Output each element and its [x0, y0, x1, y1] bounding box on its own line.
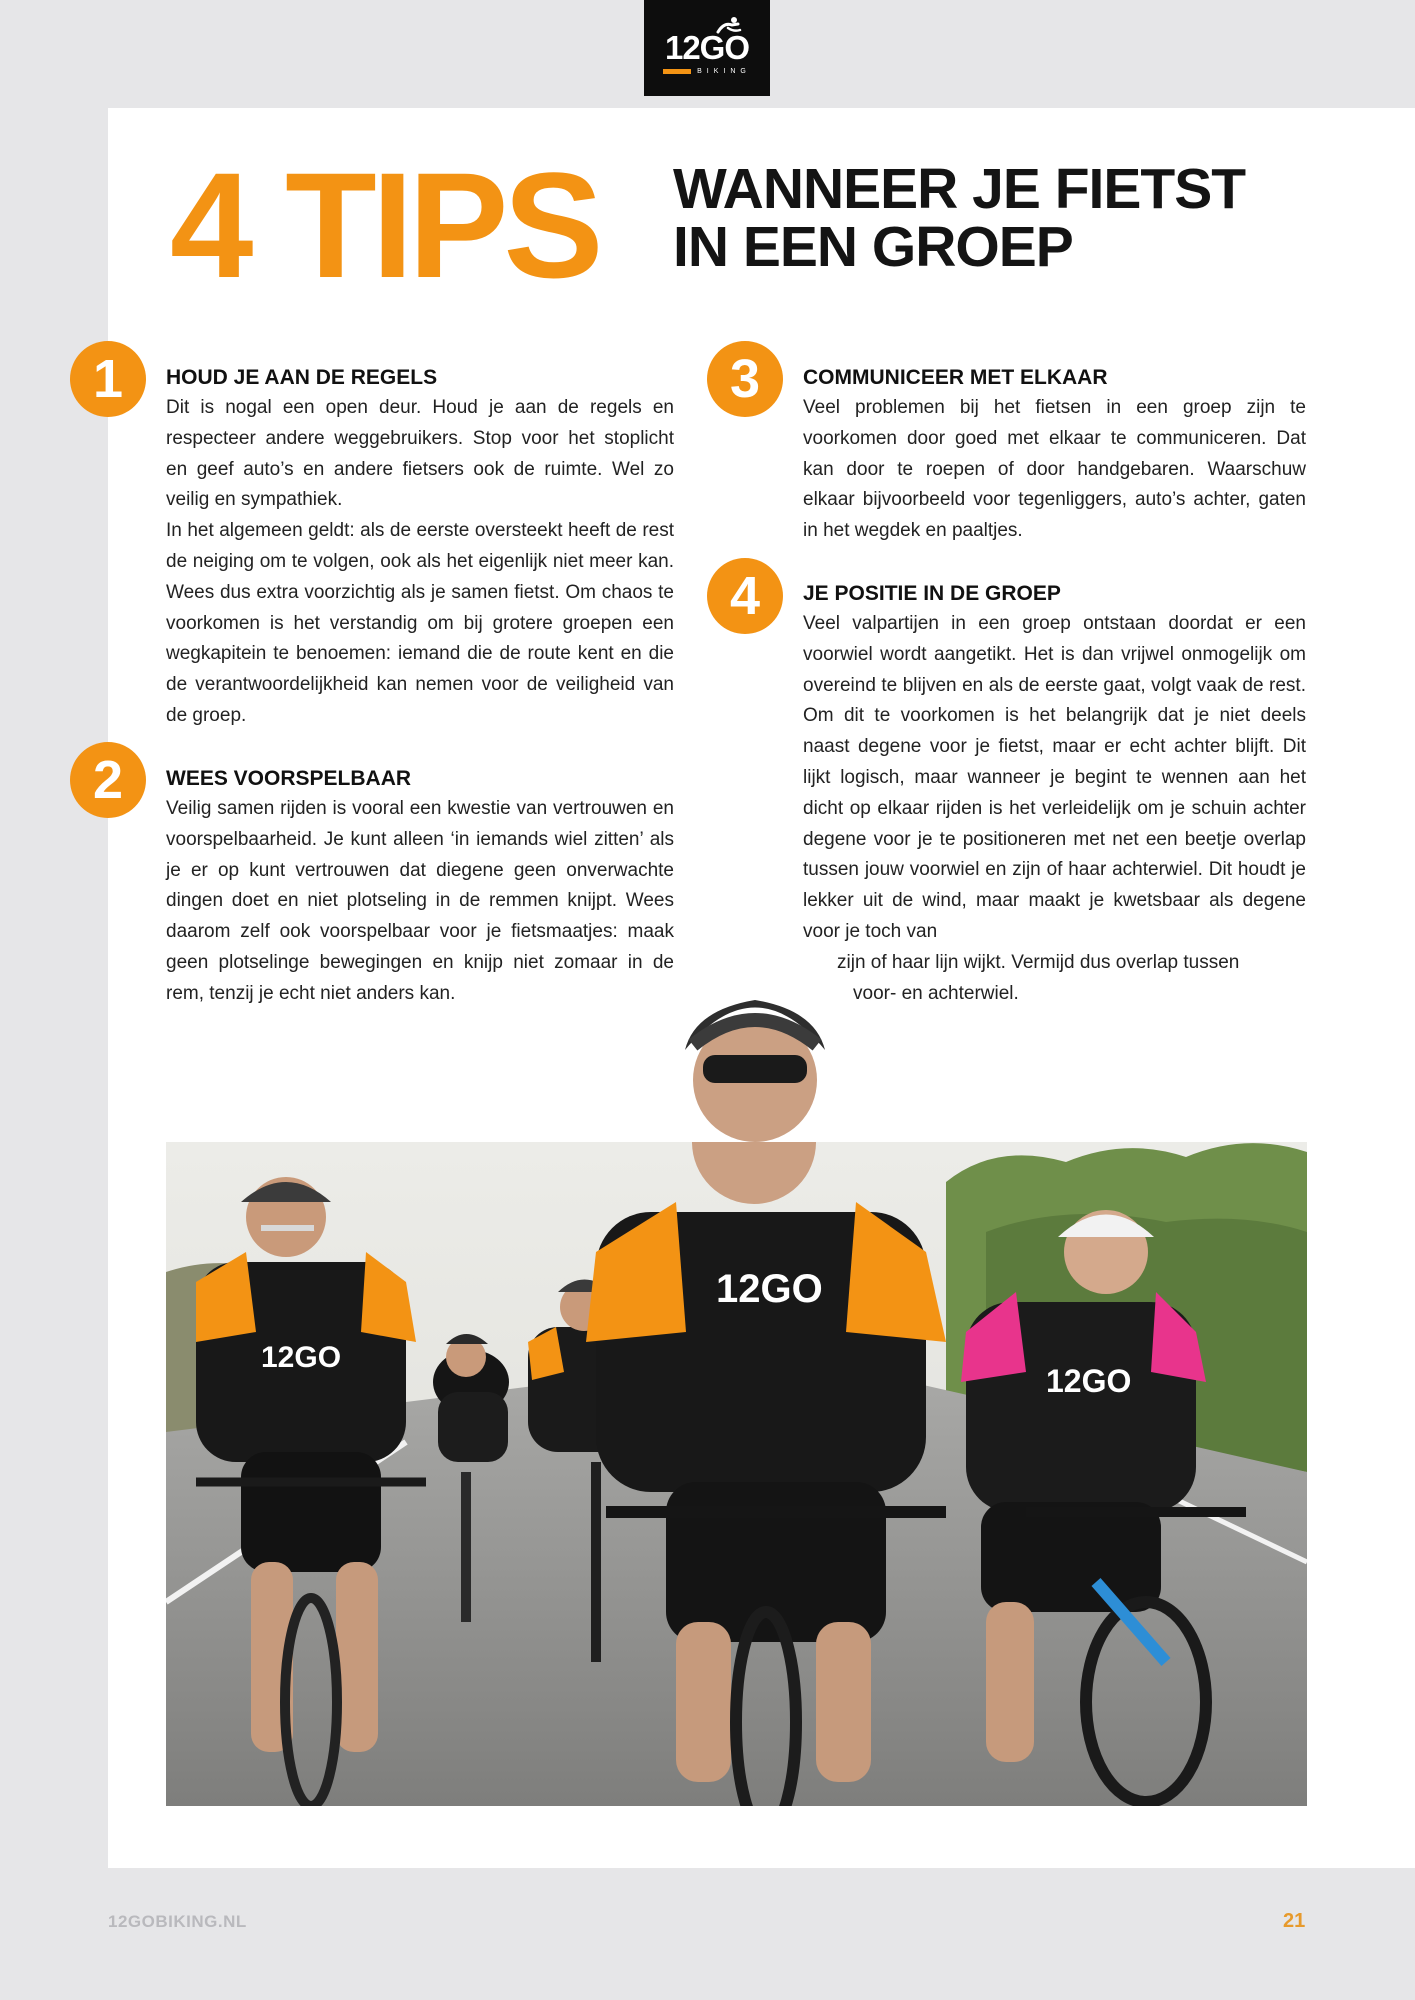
tip-1-paragraph-1: Dit is nogal een open deur. Houd je aan de regels en respecteer andere weggebruikers. Stop voor het stoplicht en geef auto’s en andere fietsers ook de ruimte. Wel zo veilig en sympathiek.: [166, 397, 674, 511]
footer-website: 12GOBIKING.NL: [108, 1912, 247, 1931]
tip-3-paragraph: Veel problemen bij het fietsen in een groep zijn te voorkomen door goed met elkaar te communiceren. Dat kan door te roepen of door handgebaren. Waarschuw elkaar bijvoorbeeld voor tegenliggers, auto’s achter, gaten in het wegdek en paaltjes.: [803, 397, 1306, 542]
tip-number-3: 3: [707, 341, 783, 417]
cyclists-illustration: [166, 1142, 1307, 1806]
logo-subbar: [663, 68, 751, 75]
center-jersey-text: 12GO: [716, 1267, 823, 1311]
page-title-side: [673, 157, 1246, 279]
page-title-big: 4 TIPS: [170, 141, 599, 309]
tip-1-paragraph-2: In het algemeen geldt: als de eerste oversteekt heeft de rest de neiging om te volgen, ook als het eigenlijk niet meer kan. Wees dus extra voorzichtig als je samen fietst. Om chaos te voorkomen is het verstandig om bij grotere groepen een wegkapitein te benoemen: iemand die de route kent en die de verantwoordelijkheid kan nemen voor de veiligheid van de groep.: [166, 520, 674, 726]
tip-4-paragraph-tail-1: zijn of haar lijn wijkt. Vermijd dus overlap tussen: [837, 951, 1240, 973]
tip-4-heading: JE POSITIE IN DE GROEP: [803, 582, 1061, 605]
tip-number-2: 2: [70, 742, 146, 818]
tip-1: [166, 363, 674, 732]
page-number: 21: [1283, 1910, 1306, 1932]
title-line-2: IN EEN GROEP: [673, 215, 1073, 279]
tip-4: [803, 579, 1306, 1009]
tip-4-paragraph-tail-2: voor- en achterwiel.: [853, 982, 1019, 1004]
tip-1-heading: HOUD JE AAN DE REGELS: [166, 366, 438, 389]
tip-2-paragraph: Veilig samen rijden is vooral een kwestie van vertrouwen en voorspelbaarheid. Je kunt alleen ‘in iemands wiel zitten’ als je er op kunt vertrouwen dat diegene geen onverwachte dingen doet en niet plotseling in de remmen knijpt. Wees daarom zelf ook voorspelbaar voor je fietsmaatjes: maak geen plotselinge bewegingen en knijp niet zomaar in de rem, tenzij je echt niet anders kan.: [166, 798, 674, 1004]
tip-3: [803, 363, 1306, 547]
cyclist-head-illustration: [555, 950, 955, 1150]
tip-number-1: 1: [70, 341, 146, 417]
brand-logo: [644, 0, 770, 96]
logo-subtext: BIKING: [697, 68, 751, 75]
tip-number-4: 4: [707, 558, 783, 634]
left-jersey-text: 12GO: [261, 1341, 342, 1374]
cyclist-icon: [714, 16, 744, 38]
right-jersey-text: 12GO: [1046, 1363, 1132, 1399]
logo-accent-bar: [663, 69, 691, 74]
tip-4-paragraph: Veel valpartijen in een groep ontstaan doordat er een voorwiel wordt aangetikt. Het is dan vrijwel onmogelijk om overeind te blijven en als de eerste gaat, volgt vaak de rest. Om dit te voorkomen is het belangrijk dat je niet deels naast degene voor je fietst, maar er echt achter blijft. Dit lijkt logisch, maar wanneer je begint te wennen aan het dicht op elkaar rijden is het verleidelijk om je schuin achter degene voor je te positioneren met net een beetje overlap tussen jouw voorwiel en zijn of haar achterwiel. Dit houdt je lekker uit de wind, maar maakt je kwetsbaar als degene voor je toch van: [803, 613, 1306, 942]
cyclist-head-overlay: [555, 950, 955, 1150]
cyclists-photo: [166, 1142, 1307, 1806]
title-line-1: WANNEER JE FIETST: [673, 157, 1246, 221]
logo-text: 12GO: [664, 29, 750, 66]
tip-3-heading: COMMUNICEER MET ELKAAR: [803, 366, 1108, 389]
tip-2-heading: WEES VOORSPELBAAR: [166, 767, 412, 790]
